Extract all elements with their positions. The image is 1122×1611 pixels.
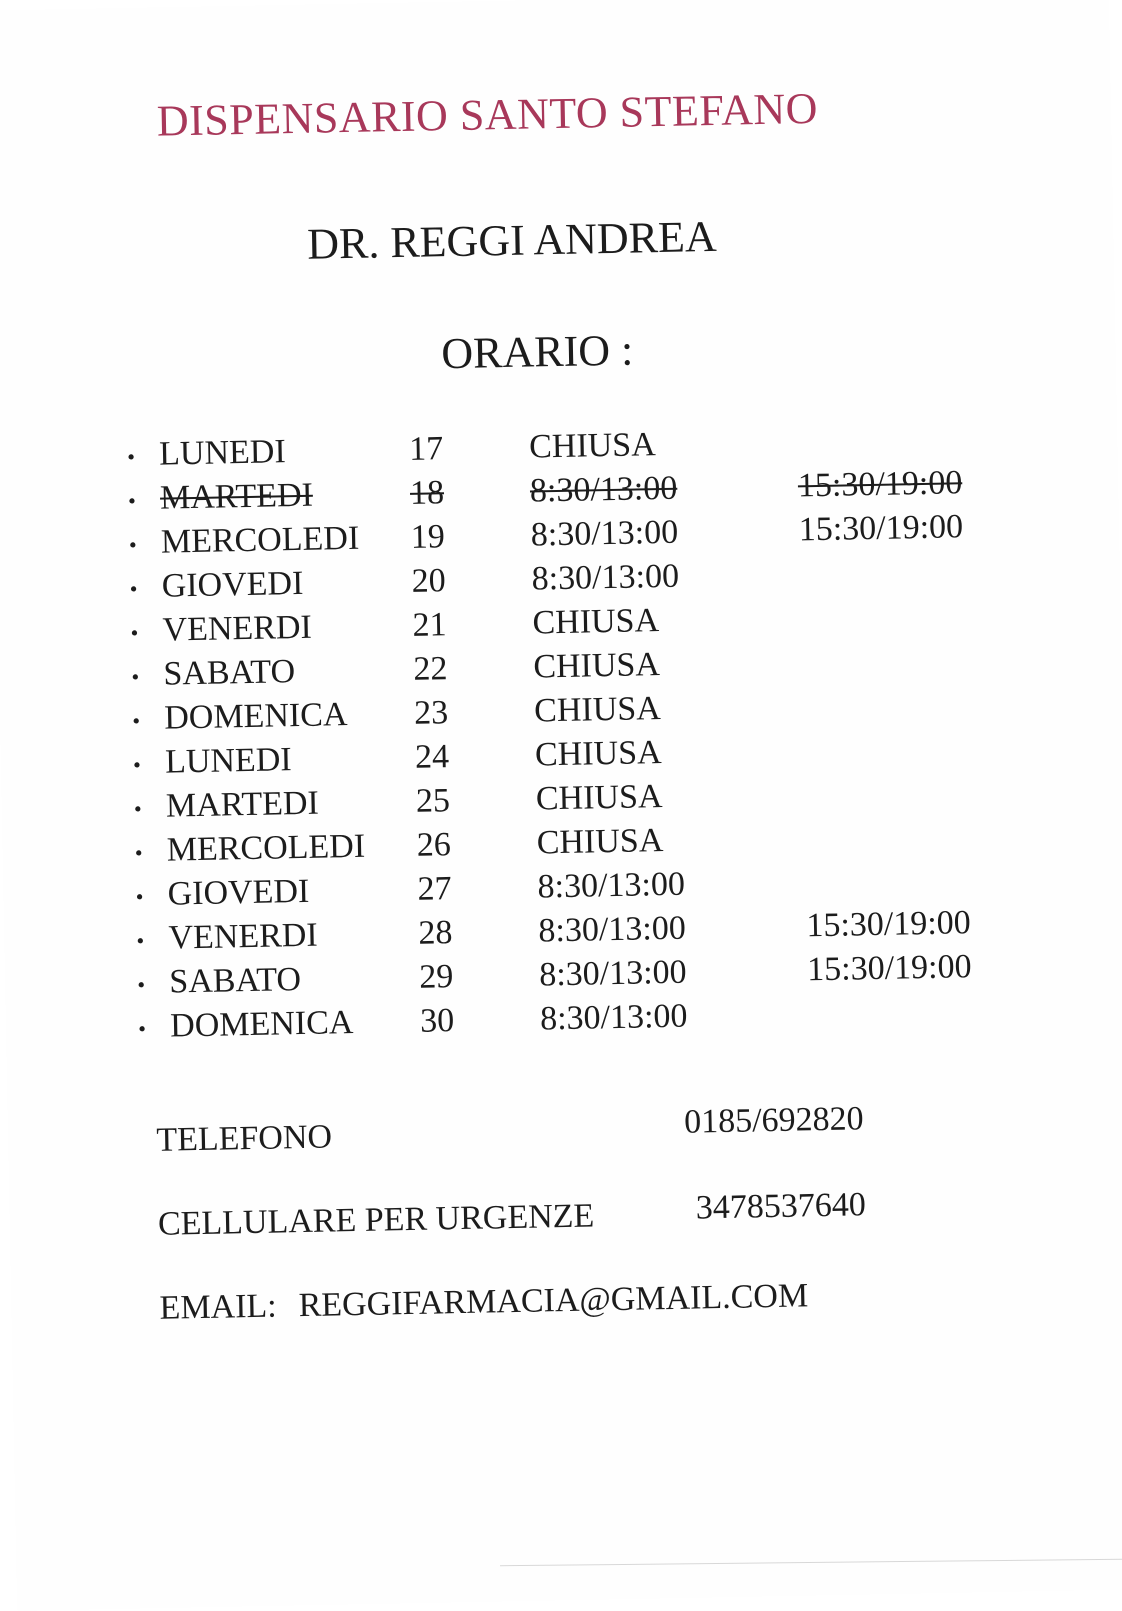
schedule-afternoon-hours: 15:30/19:00 (798, 508, 964, 549)
bullet-marker: • (129, 576, 138, 602)
schedule-morning-hours: 8:30/13:00 (529, 469, 678, 510)
bullet-marker: • (132, 708, 141, 734)
schedule-date: 26 (416, 826, 452, 864)
schedule-date: 25 (415, 782, 451, 820)
schedule-day: GIOVEDI (161, 564, 304, 605)
bullet-marker: • (137, 1016, 147, 1042)
schedule-morning-hours: 8:30/13:00 (539, 997, 688, 1038)
schedule-afternoon-hours: 15:30/19:00 (806, 948, 972, 989)
bullet-marker: • (134, 840, 143, 866)
schedule-morning-hours: CHIUSA (533, 690, 662, 730)
schedule-day: DOMENICA (169, 1004, 354, 1045)
phone-label: TELEFONO (156, 1118, 333, 1159)
schedule-day: SABATO (163, 653, 296, 693)
schedule-date: 27 (417, 870, 452, 908)
schedule-morning-hours: CHIUSA (536, 822, 664, 862)
schedule-morning-hours: 8:30/13:00 (530, 513, 679, 554)
schedule-date: 17 (408, 430, 444, 468)
bullet-marker: • (130, 620, 139, 646)
bullet-marker: • (136, 928, 145, 954)
schedule-afternoon-hours: 15:30/19:00 (806, 904, 972, 945)
schedule-date: 28 (418, 914, 453, 952)
bullet-marker: • (127, 444, 136, 470)
email-row (159, 1277, 808, 1327)
schedule-morning-hours: CHIUSA (535, 778, 663, 818)
bullet-marker: • (127, 488, 137, 514)
schedule-day: LUNEDI (158, 433, 287, 473)
schedule-day: MARTEDI (165, 784, 320, 825)
mobile-value: 3478537640 (695, 1186, 867, 1227)
bullet-marker: • (133, 796, 142, 822)
schedule-date: 18 (409, 474, 445, 512)
schedule-morning-hours: 8:30/13:00 (538, 909, 687, 950)
schedule-day: GIOVEDI (167, 872, 310, 913)
schedule-day: LUNEDI (164, 741, 292, 781)
schedule-date: 29 (418, 958, 454, 996)
schedule-day: VENERDI (168, 916, 319, 957)
schedule-date: 19 (410, 518, 446, 556)
bullet-marker: • (135, 884, 144, 910)
schedule-day: MERCOLEDI (160, 519, 360, 561)
schedule-date: 20 (411, 562, 447, 600)
schedule-date: 22 (413, 650, 448, 688)
page-title: DISPENSARIO SANTO STEFANO (156, 83, 819, 146)
email-label: EMAIL: (159, 1287, 278, 1327)
schedule-date: 30 (419, 1002, 455, 1040)
email-value: REGGIFARMACIA@GMAIL.COM (298, 1277, 809, 1325)
schedule-day: MARTEDI (159, 476, 314, 517)
bullet-marker: • (137, 972, 146, 998)
schedule-morning-hours: CHIUSA (533, 646, 661, 686)
schedule-morning-hours: 8:30/13:00 (538, 953, 687, 994)
bullet-marker: • (128, 532, 137, 558)
schedule-morning-hours: 8:30/13:00 (531, 557, 680, 598)
schedule-day: MERCOLEDI (166, 827, 366, 869)
schedule-list (127, 419, 1039, 1052)
phone-value: 0185/692820 (683, 1100, 864, 1141)
mobile-label: CELLULARE PER URGENZE (157, 1197, 595, 1243)
schedule-day: SABATO (168, 961, 302, 1001)
schedule-afternoon-hours: 15:30/19:00 (797, 464, 963, 505)
bullet-marker: • (131, 664, 140, 690)
schedule-morning-hours: CHIUSA (532, 602, 660, 642)
bullet-marker: • (132, 752, 142, 778)
schedule-heading: ORARIO : (440, 325, 634, 379)
schedule-date: 23 (413, 694, 449, 732)
schedule-morning-hours: CHIUSA (534, 734, 662, 774)
schedule-morning-hours: CHIUSA (528, 426, 657, 466)
schedule-date: 21 (412, 606, 447, 644)
doctor-name: DR. REGGI ANDREA (306, 211, 718, 269)
schedule-day: DOMENICA (163, 696, 348, 737)
schedule-morning-hours: 8:30/13:00 (537, 865, 686, 906)
schedule-day: VENERDI (162, 608, 313, 649)
schedule-date: 24 (414, 738, 450, 776)
